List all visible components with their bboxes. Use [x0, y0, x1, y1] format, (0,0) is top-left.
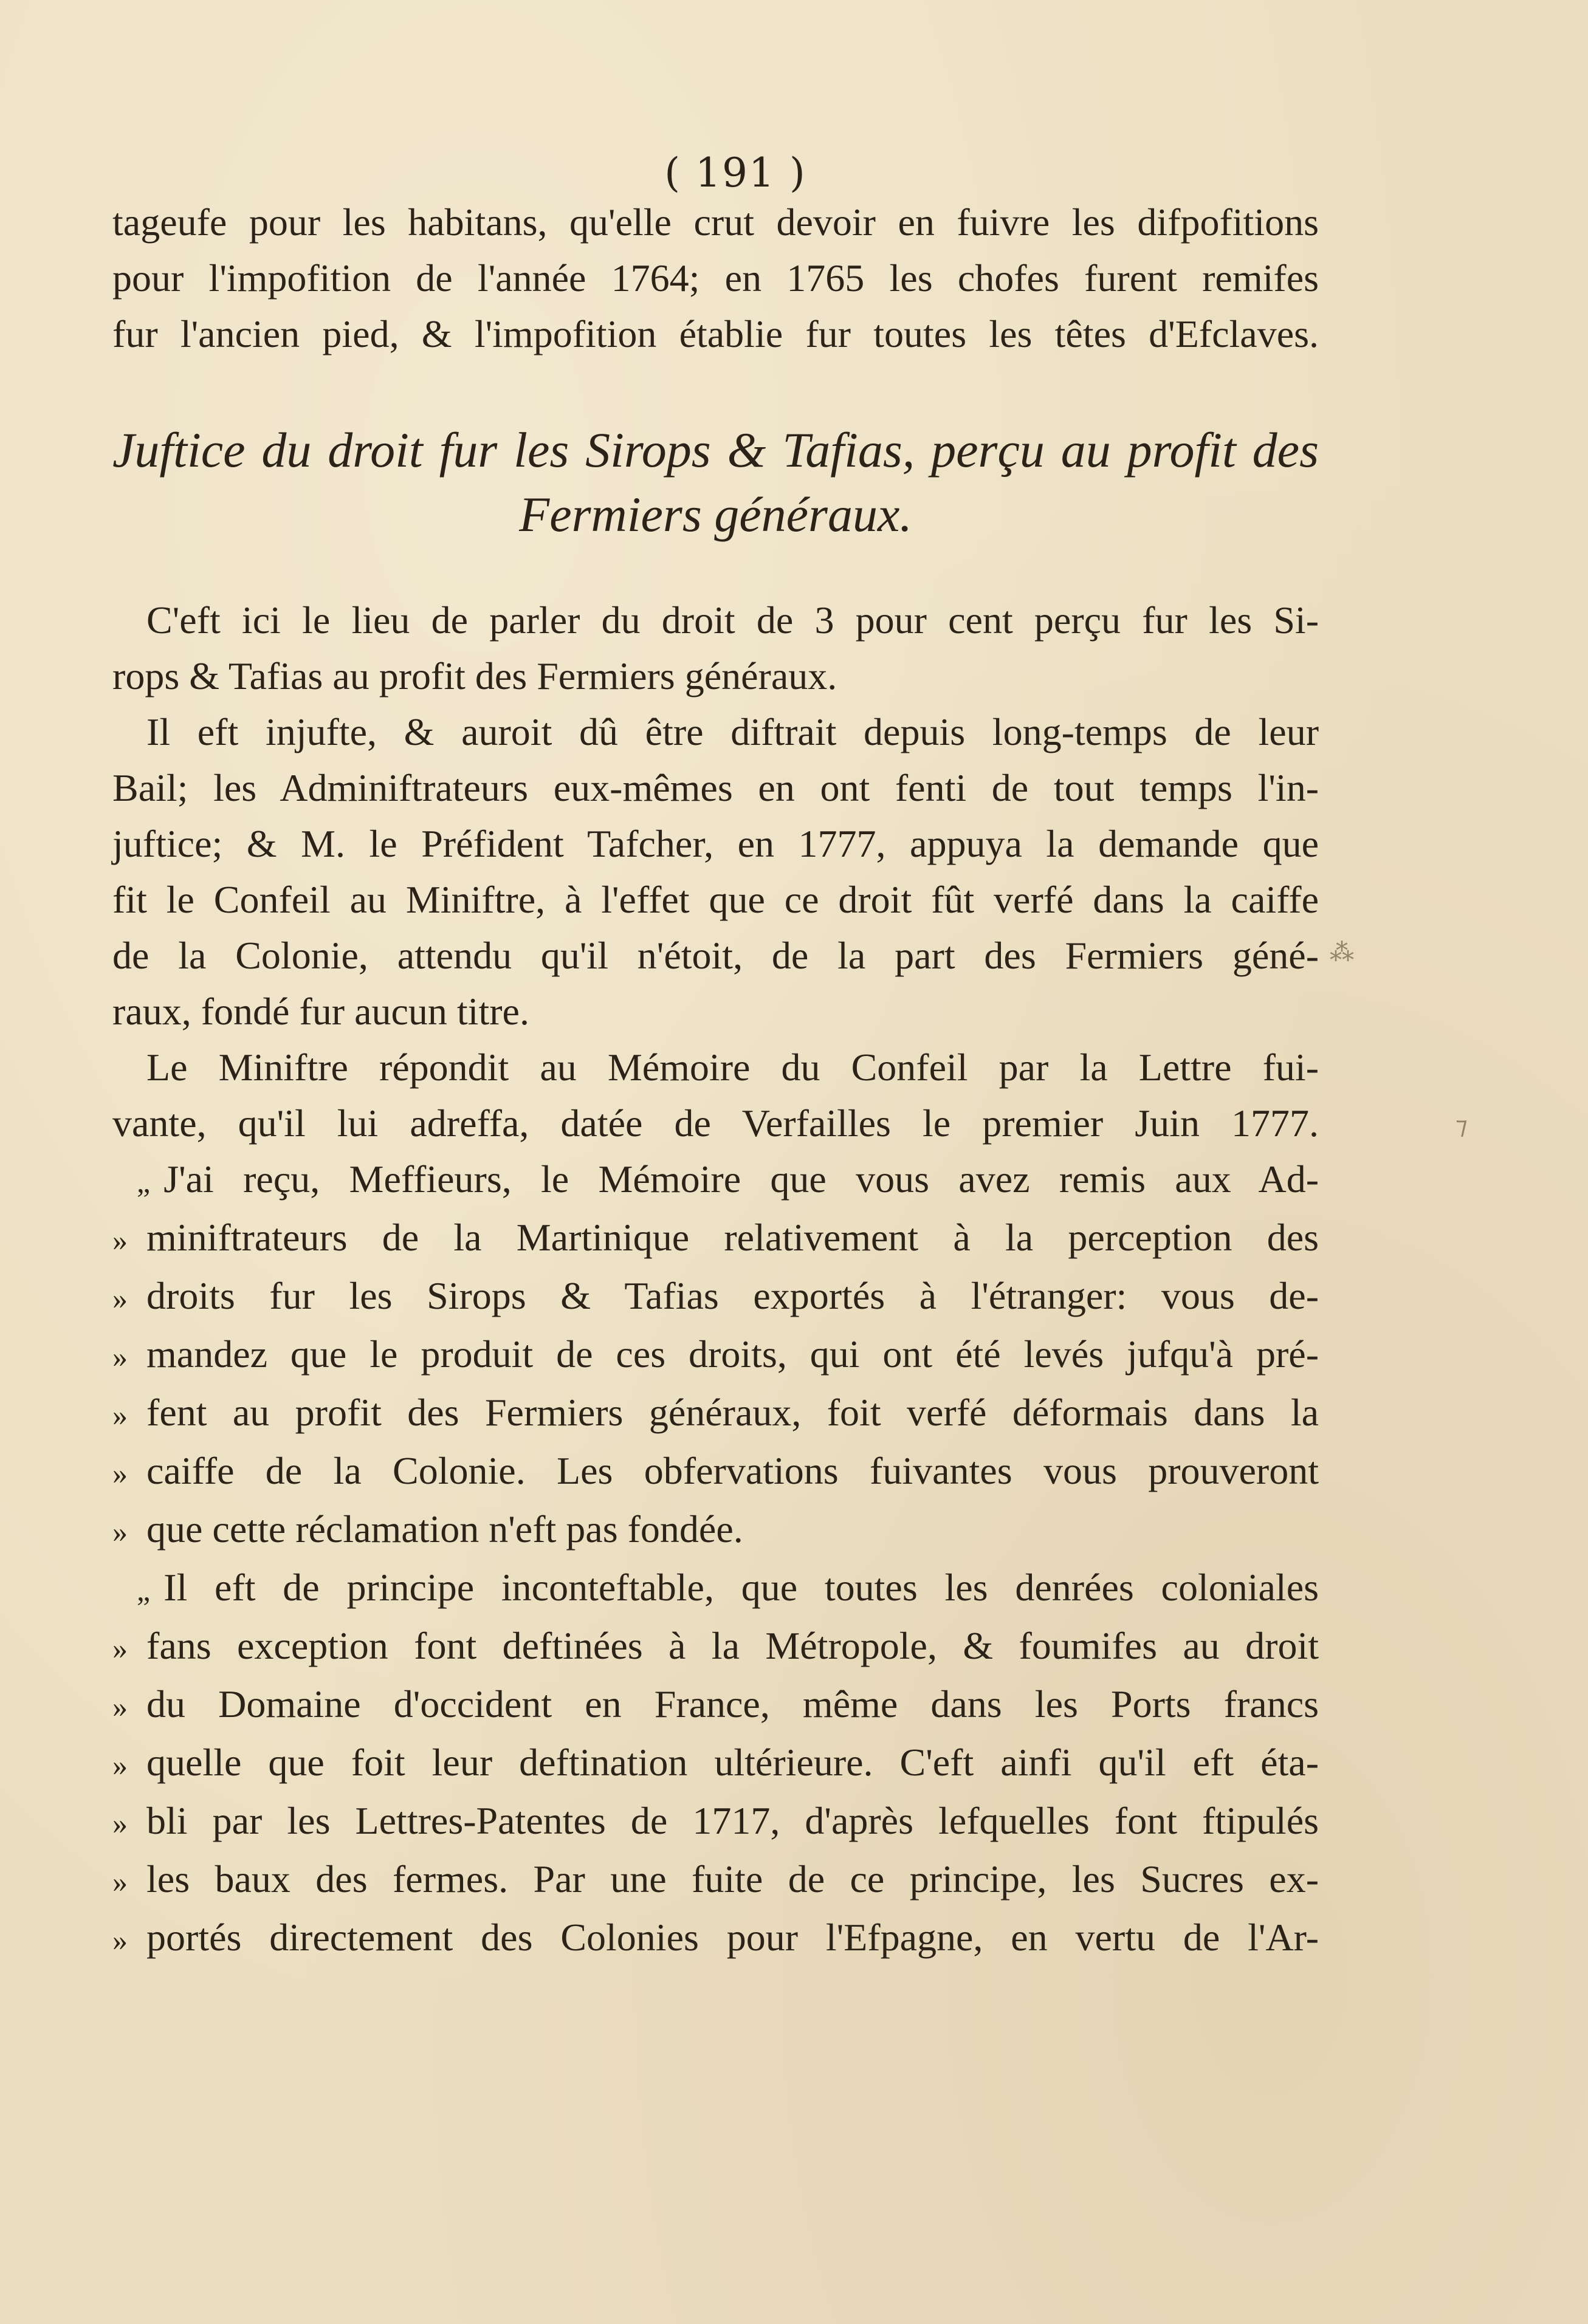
text-line: juftice; & M. le Préfident Tafcher, en 1777, appuya la demande que [112, 822, 1319, 865]
section-heading [112, 418, 1319, 547]
quote-text: fans exception font deftinées à la Métropole, & foumifes au droit [146, 1624, 1319, 1667]
text-line: de la Colonie, attendu qu'il n'étoit, de la part des Fermiers géné- [112, 934, 1319, 977]
text-line: Le Miniftre répondit au Mémoire du Confeil par la Lettre fui- [146, 1046, 1319, 1089]
quote-text: caiffe de la Colonie. Les obfervations fuivantes vous prouveront [146, 1449, 1319, 1492]
quote-line [112, 1851, 1319, 1910]
quote-text: Il eft de principe inconteftable, que toutes les denrées coloniales [163, 1566, 1319, 1609]
quote-line [112, 1735, 1319, 1793]
text-line: Il eft injufte, & auroit dû être diftrait depuis long-temps de leur [146, 710, 1319, 753]
quote-line [112, 1443, 1319, 1501]
heading-line: Fermiers généraux. [519, 487, 912, 542]
quote-text: miniftrateurs de la Martinique relativement à la perception des [146, 1216, 1319, 1259]
page-number: ( 191 ) [664, 149, 806, 196]
quote-mark: » [112, 1923, 128, 1957]
quote-mark: » [112, 1398, 128, 1432]
quote-line [112, 1618, 1319, 1676]
ink-mark-icon: ⁊ [1456, 1112, 1468, 1140]
quote-mark: „ [137, 1573, 151, 1607]
quote-mark: » [112, 1223, 128, 1257]
quote-text: du Domaine d'occident en France, même dans les Ports francs [146, 1682, 1319, 1726]
body-text [112, 592, 1319, 1968]
quote-line [112, 1385, 1319, 1443]
text-line: C'eft ici le lieu de parler du droit de 3 pour cent perçu fur les Si- [146, 598, 1319, 642]
quote-text: quelle que foit leur deftination ultérieure. C'eft ainfi qu'il eft éta- [146, 1741, 1319, 1784]
heading-line: Juftice du droit fur les Sirops & Tafias, perçu au profit des [112, 422, 1319, 478]
text-line: pour l'impofition de l'année 1764; en 1765 les chofes furent remifes [112, 256, 1319, 300]
text-line: vante, qu'il lui adreffa, datée de Verfailles le premier Juin 1777. [112, 1102, 1319, 1145]
quote-line [112, 1501, 1319, 1560]
quote-mark: » [112, 1748, 128, 1782]
quote-mark: » [112, 1456, 128, 1490]
quote-text: mandez que le produit de ces droits, qui ont été levés jufqu'à pré- [146, 1332, 1319, 1376]
continued-paragraph [112, 194, 1319, 362]
quote-mark: » [112, 1865, 128, 1899]
quote-mark: » [112, 1340, 128, 1374]
quote-line [112, 1793, 1319, 1851]
quote-mark: » [112, 1515, 128, 1549]
quote-text: fent au profit des Fermiers généraux, foit verfé déformais dans la [146, 1391, 1319, 1434]
text-line: tageufe pour les habitans, qu'elle crut devoir en fuivre les difpofitions [112, 201, 1319, 244]
quote-line [112, 1326, 1319, 1385]
quote-mark: „ [137, 1165, 151, 1199]
quoted-letter-paragraph [112, 1151, 1319, 1560]
quote-mark: » [112, 1690, 128, 1724]
quote-line [112, 1560, 1319, 1618]
quote-text: droits fur les Sirops & Tafias exportés à l'étranger: vous de- [146, 1274, 1319, 1317]
quote-line [112, 1210, 1319, 1268]
quote-line [112, 1151, 1319, 1210]
text-line: raux, fondé fur aucun titre. [112, 990, 529, 1033]
quote-mark: » [112, 1806, 128, 1840]
quote-text: portés directement des Colonies pour l'Efpagne, en vertu de l'Ar- [146, 1916, 1319, 1959]
quoted-letter-paragraph [112, 1560, 1319, 1968]
text-line: fur l'ancien pied, & l'impofition établie fur toutes les têtes d'Efclaves. [112, 312, 1319, 355]
text-line: rops & Tafias au profit des Fermiers généraux. [112, 654, 837, 698]
quote-text: que cette réclamation n'eft pas fondée. [146, 1507, 743, 1551]
quote-line [112, 1268, 1319, 1326]
text-line: Bail; les Adminiftrateurs eux-mêmes en ont fenti de tout temps l'in- [112, 766, 1319, 809]
quote-text: bli par les Lettres-Patentes de 1717, d'après lefquelles font ftipulés [146, 1799, 1319, 1842]
quote-mark: » [112, 1631, 128, 1665]
text-line: fit le Confeil au Miniftre, à l'effet que ce droit fût verfé dans la caiffe [112, 878, 1319, 921]
paragraph [112, 1040, 1319, 1151]
ink-speck-icon: ⁂ [1330, 939, 1354, 967]
quote-text: les baux des fermes. Par une fuite de ce principe, les Sucres ex- [146, 1857, 1319, 1901]
paragraph [112, 592, 1319, 704]
quote-text: J'ai reçu, Meffieurs, le Mémoire que vous avez remis aux Ad- [163, 1157, 1319, 1201]
paragraph [112, 704, 1319, 1040]
quote-line [112, 1676, 1319, 1735]
quote-mark: » [112, 1281, 128, 1315]
quote-line [112, 1910, 1319, 1968]
